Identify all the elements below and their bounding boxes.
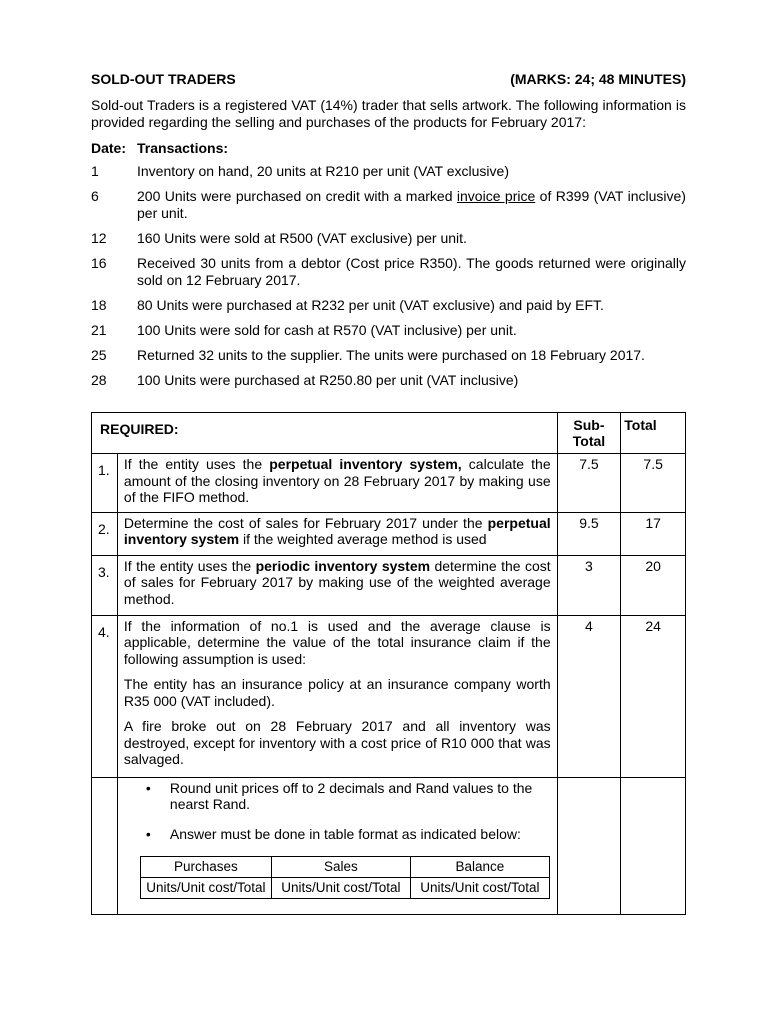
required-header-row bbox=[92, 413, 686, 454]
instructions-cell bbox=[117, 777, 557, 914]
question-total: 24 bbox=[621, 615, 686, 777]
notes-row bbox=[92, 777, 686, 914]
question-emphasis: perpetual inventory system, bbox=[269, 456, 462, 472]
question-text-part: if the weighted average method is used bbox=[239, 531, 487, 547]
format-header: Purchases bbox=[140, 856, 271, 877]
transaction-date: 28 bbox=[91, 372, 107, 388]
question-row bbox=[92, 615, 686, 777]
question-paragraph: If the information of no.1 is used and the average clause is applicable, determine the value of the total insurance claim if the following assumption is used: bbox=[123, 617, 551, 667]
transaction-text-part: of R399 (VAT inclusive) per unit. bbox=[137, 188, 686, 221]
intro-paragraph: Sold-out Traders is a registered VAT (14%) trader that sells artwork. The following information is provided regarding the selling and purchases of the products for February 2017: bbox=[91, 97, 686, 130]
answer-format-table bbox=[140, 856, 550, 899]
question-emphasis: perpetual inventory system bbox=[123, 514, 551, 547]
transaction-text: Received 30 units from a debtor (Cost price R350). The goods returned were originally sold on 12 February 2017. bbox=[137, 255, 686, 288]
invoice-price-term: invoice price bbox=[456, 188, 536, 204]
question-text-part: If the entity uses the bbox=[123, 557, 256, 574]
question-sub-total: 9.5 bbox=[557, 512, 621, 555]
required-heading: REQUIRED: bbox=[92, 413, 558, 454]
date-column-header: Date: bbox=[91, 140, 127, 156]
transaction-date: 16 bbox=[91, 255, 107, 271]
instructions-list bbox=[124, 780, 551, 842]
format-subheader: Units/Unit cost/Total bbox=[140, 877, 271, 898]
transaction-text bbox=[137, 188, 686, 222]
transaction-text: 160 Units were sold at R500 (VAT exclusive) per unit. bbox=[137, 230, 467, 246]
total-header: Total bbox=[621, 413, 686, 454]
transactions-list bbox=[91, 163, 686, 389]
empty-cell bbox=[92, 777, 118, 914]
document-page bbox=[91, 70, 686, 397]
required-table bbox=[91, 412, 686, 915]
empty-cell bbox=[621, 777, 686, 914]
instruction-item bbox=[145, 779, 551, 812]
transaction-row bbox=[91, 230, 686, 247]
format-header: Sales bbox=[271, 856, 410, 877]
empty-cell bbox=[557, 777, 621, 914]
instruction-text: Round unit prices off to 2 decimals and Rand values to the nearst Rand. bbox=[169, 779, 533, 812]
transaction-date: 18 bbox=[91, 297, 107, 313]
transaction-text: 80 Units were purchased at R232 per unit (VAT exclusive) and paid by EFT. bbox=[137, 297, 604, 313]
question-sub-total: 3 bbox=[557, 555, 621, 615]
question-number: 3. bbox=[92, 555, 118, 615]
question-sub-total: 4 bbox=[557, 615, 621, 777]
transaction-text: 100 Units were purchased at R250.80 per unit (VAT inclusive) bbox=[137, 372, 519, 388]
question-row bbox=[92, 555, 686, 615]
question-text bbox=[117, 454, 557, 513]
sub-total-header: Sub- Total bbox=[557, 413, 621, 454]
question-text bbox=[117, 512, 557, 555]
question-row bbox=[92, 512, 686, 555]
format-header: Balance bbox=[410, 856, 549, 877]
question-sub-total: 7.5 bbox=[557, 454, 621, 513]
question-text bbox=[117, 555, 557, 615]
transaction-row bbox=[91, 163, 686, 180]
bullet-icon: • bbox=[145, 825, 151, 842]
transaction-text-part: 200 Units were purchased on credit with a marked bbox=[137, 188, 457, 204]
transactions-column-header: Transactions: bbox=[137, 140, 229, 156]
format-subheader-row bbox=[140, 877, 549, 898]
transaction-row bbox=[91, 347, 686, 364]
transaction-date: 12 bbox=[91, 230, 107, 246]
question-text-part: determine the cost of sales for February 2017 by making use of the weighted average method. bbox=[123, 557, 551, 607]
question-row bbox=[92, 454, 686, 513]
question-text-part: Determine the cost of sales for February 2017 under the bbox=[123, 514, 488, 531]
marks-label: (MARKS: 24; 48 MINUTES) bbox=[510, 71, 686, 87]
question-text-part: If the entity uses the bbox=[123, 456, 270, 472]
question-total: 20 bbox=[621, 555, 686, 615]
transaction-row bbox=[91, 322, 686, 339]
question-number: 1. bbox=[92, 454, 118, 513]
question-number: 2. bbox=[92, 512, 118, 555]
document-header bbox=[91, 70, 686, 88]
instruction-item bbox=[145, 825, 551, 842]
transaction-date: 25 bbox=[91, 347, 107, 363]
question-total: 7.5 bbox=[621, 454, 686, 513]
format-subheader: Units/Unit cost/Total bbox=[271, 877, 410, 898]
question-text-part: calculate the amount of the closing inventory on 28 February 2017 by making use of the FIFO method. bbox=[123, 456, 551, 505]
question-paragraph: A fire broke out on 28 February 2017 and all inventory was destroyed, except for inventory with a cost price of R10 000 that was salvaged. bbox=[123, 718, 551, 767]
transaction-row bbox=[91, 372, 686, 389]
question-text bbox=[117, 615, 557, 777]
question-paragraph: The entity has an insurance policy at an insurance company worth R35 000 (VAT included). bbox=[123, 676, 551, 709]
document-title: SOLD-OUT TRADERS bbox=[91, 71, 236, 87]
transaction-text: 100 Units were sold for cash at R570 (VAT inclusive) per unit. bbox=[137, 322, 517, 338]
question-emphasis: periodic inventory system bbox=[255, 557, 431, 574]
transactions-header bbox=[91, 139, 686, 157]
transaction-row bbox=[91, 255, 686, 289]
transaction-row bbox=[91, 297, 686, 314]
instruction-text: Answer must be done in table format as indicated below: bbox=[169, 825, 521, 842]
transaction-text: Returned 32 units to the supplier. The units were purchased on 18 February 2017. bbox=[137, 347, 645, 363]
transaction-text: Inventory on hand, 20 units at R210 per unit (VAT exclusive) bbox=[137, 163, 509, 179]
transaction-row bbox=[91, 188, 686, 222]
transaction-date: 1 bbox=[91, 163, 99, 179]
question-total: 17 bbox=[621, 512, 686, 555]
format-header-row bbox=[140, 856, 549, 877]
transaction-date: 21 bbox=[91, 322, 107, 338]
transaction-date: 6 bbox=[91, 188, 99, 204]
format-subheader: Units/Unit cost/Total bbox=[410, 877, 549, 898]
question-number: 4. bbox=[92, 615, 118, 777]
bullet-icon: • bbox=[145, 779, 151, 796]
